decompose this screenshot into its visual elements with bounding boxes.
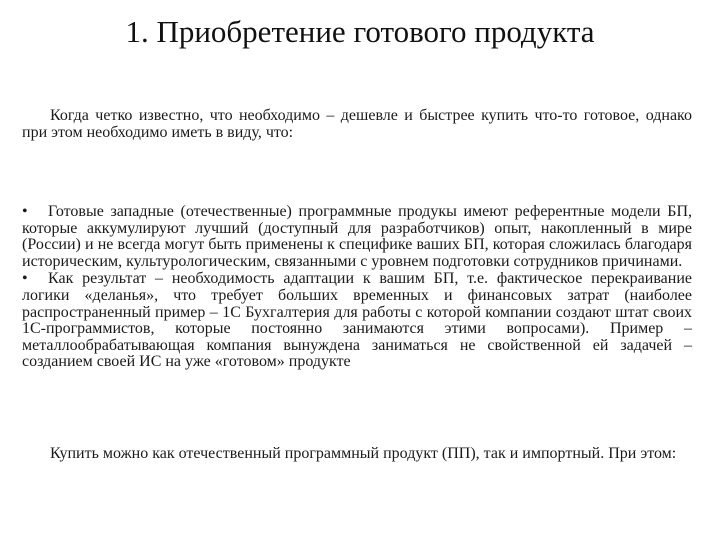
bullet-marker: • (22, 203, 28, 220)
bullet-list (22, 204, 692, 372)
bullet-item-ready-products (22, 204, 692, 270)
closing-paragraph: Купить можно как отечественный программный продукт (ПП), так и импортный. При этом: (50, 445, 677, 462)
bullet-text: Как результат – необходимость адаптации к вашим БП, т.е. фактическое перекраивание логики «деланья», что требует больших временных и финансовых затрат (наиболее распространенный пример – 1С Бухгалтерия для работы с которой компании создают штат своих 1С-программистов, которые постоянно занимаются этими вопросами). Пример – металлообрабатывающая компания вынуждена заниматься не свойственной ей задачей – созданием своей ИС на уже «готовом» продукте (22, 270, 692, 371)
bullet-text: Готовые западные (отечественные) программные продукы имеют референтные модели БП, которые аккумулируют лучший (доступный для разработчиков) опыт, накопленный в мире (России) и не всегда могут быть применены к специфике ваших БП, которая сложилась благодаря историческим, культурологическим, связанными с уровнем подготовки сотрудников причинами. (22, 203, 692, 270)
bullet-item-adaptation (22, 271, 692, 371)
intro-paragraph: Когда четко известно, что необходимо – дешевле и быстрее купить что-то готовое, однако при этом необходимо иметь в виду, что: (22, 107, 692, 141)
bullet-marker: • (22, 270, 28, 288)
slide-title: 1. Приобретение готового продукта (125, 14, 595, 49)
